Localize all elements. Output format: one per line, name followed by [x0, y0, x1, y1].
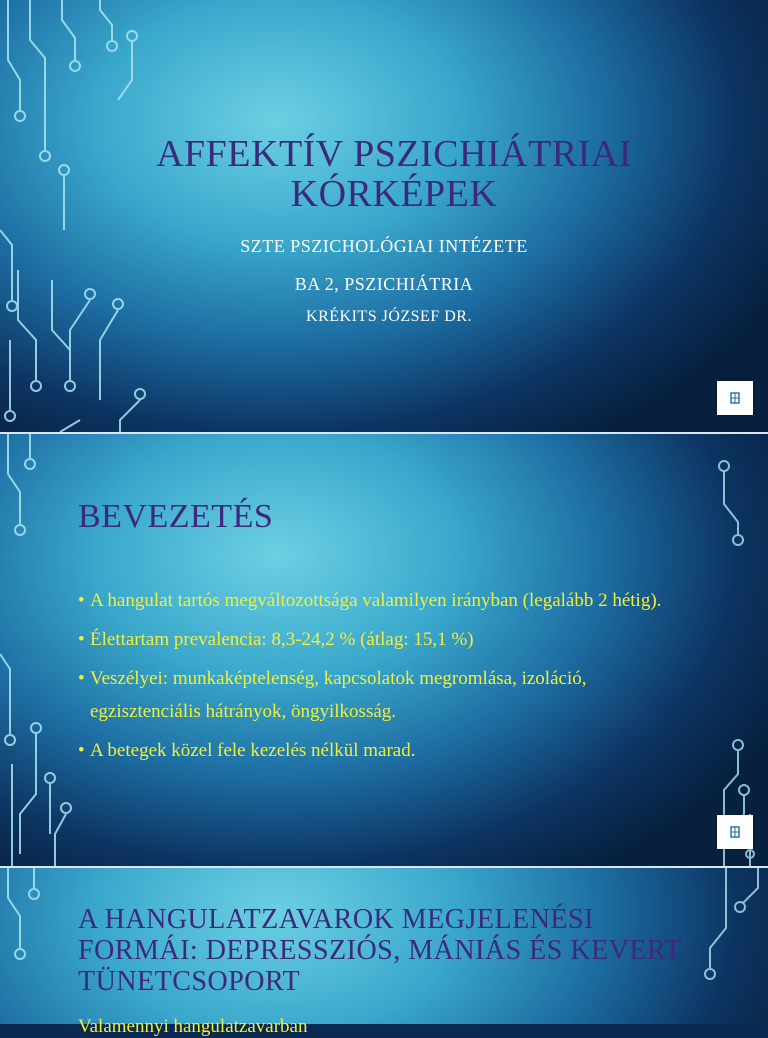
slide-number-icon[interactable]	[717, 381, 753, 415]
presentation-title: AFFEKTÍV PSZICHIÁTRIAI KÓRKÉPEK	[156, 133, 632, 215]
slide-number-icon[interactable]	[717, 815, 753, 849]
list-item: • Veszélyei: munkaképtelenség, kapcsolatok megromlása, izoláció, egzisztenciális hátrányok, öngyilkosság.	[78, 662, 698, 728]
forms-slide	[0, 868, 768, 1037]
list-item: • A betegek közel fele kezelés nélkül marad.	[78, 734, 698, 767]
list-item: • A hangulat tartós megváltozottsága valamilyen irányban (legalább 2 hétig).	[78, 584, 698, 617]
title-slide	[0, 0, 768, 432]
document-icon	[729, 391, 741, 405]
partial-body-text: Valamennyi hangulatzavarban	[78, 1016, 308, 1037]
subtitle-author: KRÉKITS JÓZSEF DR.	[306, 308, 472, 325]
circuit-decoration-left	[0, 0, 160, 432]
intro-slide	[0, 434, 768, 866]
subtitle-course: BA 2, PSZICHIÁTRIA	[294, 274, 474, 294]
document-icon	[729, 825, 741, 839]
subtitle-institute: SZTE PSZICHOLÓGIAI INTÉZETE	[240, 236, 528, 256]
circuit-decoration-right	[688, 434, 768, 866]
bullet-list	[78, 584, 698, 773]
circuit-decoration-left	[0, 434, 90, 866]
circuit-decoration-left	[0, 868, 60, 1024]
list-item: • Élettartam prevalencia: 8,3-24,2 % (átlag: 15,1 %)	[78, 623, 698, 656]
section-title: BEVEZETÉS	[78, 498, 274, 535]
section-title: A HANGULATZAVAROK MEGJELENÉSI FORMÁI: DEPRESSZIÓS, MÁNIÁS ÉS KEVERT TÜNETCSOPORT	[78, 904, 682, 997]
